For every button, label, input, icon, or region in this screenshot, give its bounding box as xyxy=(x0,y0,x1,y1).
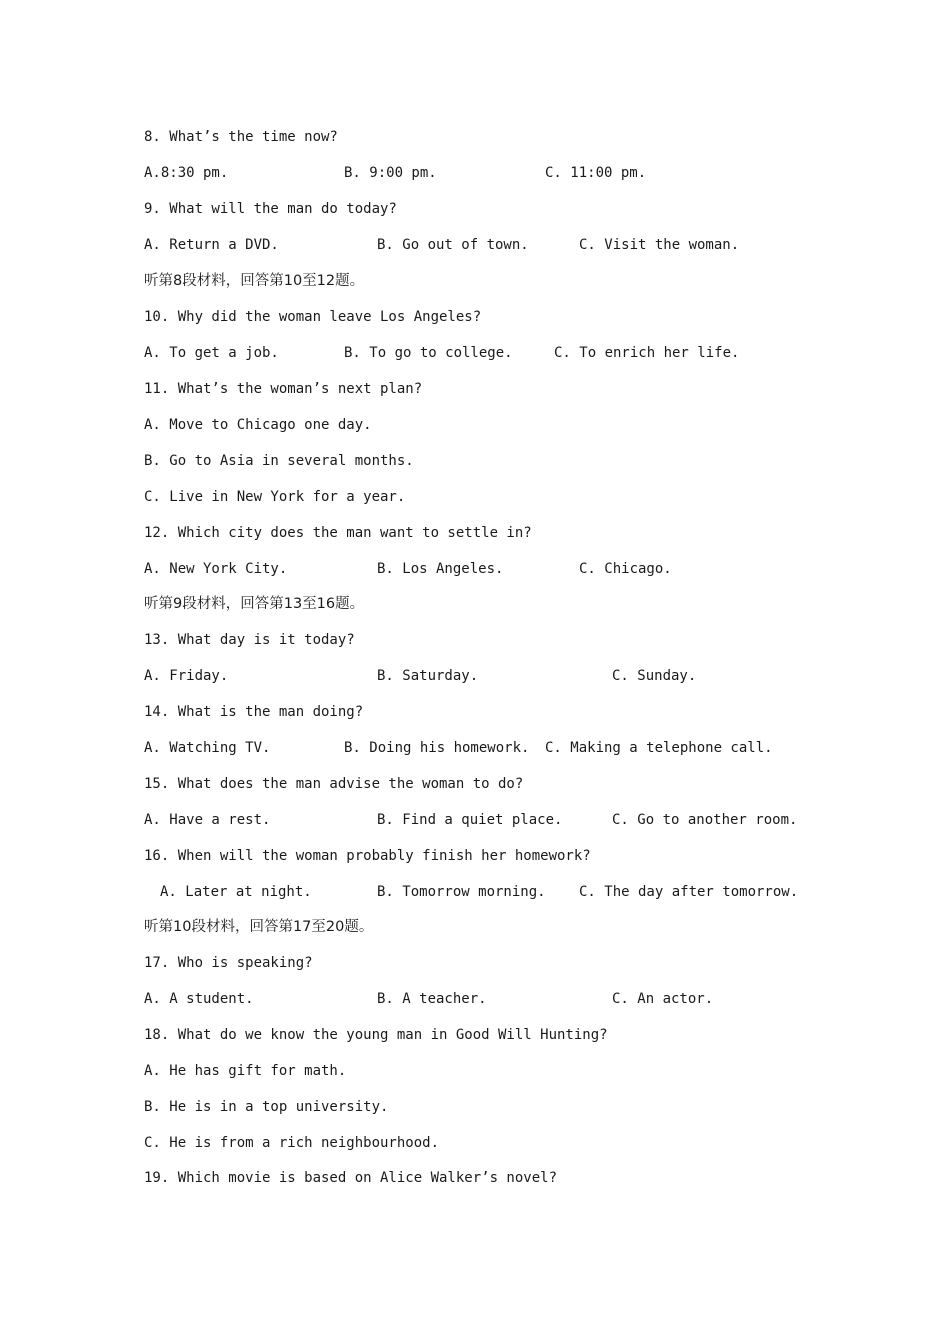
question-14: 14. What is the man doing? xyxy=(144,704,364,720)
option-b-q11: B. Go to Asia in several months. xyxy=(144,453,414,469)
section-heading-10: 听第10段材料，回答第17至20题。 xyxy=(144,919,374,935)
option-b: B. A teacher. xyxy=(377,991,487,1007)
options-q9 xyxy=(144,234,740,256)
question-13: 13. What day is it today? xyxy=(144,632,355,648)
option-c: C. Sunday. xyxy=(612,668,697,684)
option-a: A. Have a rest. xyxy=(144,812,271,828)
option-c: C. 11:00 pm. xyxy=(545,165,647,181)
question-8: 8. What’s the time now? xyxy=(144,129,338,145)
question-12: 12. Which city does the man want to settle in? xyxy=(144,525,532,541)
option-b: B. 9:00 pm. xyxy=(344,165,437,181)
option-b: B. Saturday. xyxy=(377,668,479,684)
options-q8 xyxy=(144,162,647,184)
option-a: A. Friday. xyxy=(144,668,229,684)
option-c: C. An actor. xyxy=(612,991,714,1007)
option-b: B. Tomorrow morning. xyxy=(377,884,546,900)
options-q12 xyxy=(144,558,672,580)
question-17: 17. Who is speaking? xyxy=(144,955,313,971)
option-a: A. Later at night. xyxy=(160,884,312,900)
option-a-q11: A. Move to Chicago one day. xyxy=(144,417,372,433)
question-16: 16. When will the woman probably finish her homework? xyxy=(144,848,591,864)
option-a-q18: A. He has gift for math. xyxy=(144,1063,347,1079)
option-b: B. Find a quiet place. xyxy=(377,812,563,828)
option-c: C. Chicago. xyxy=(579,561,672,577)
question-18: 18. What do we know the young man in Good Will Hunting? xyxy=(144,1027,608,1043)
option-c: C. To enrich her life. xyxy=(554,345,740,361)
options-q14 xyxy=(144,737,773,759)
option-b: B. Los Angeles. xyxy=(377,561,504,577)
options-q15 xyxy=(144,809,798,831)
option-c: C. Making a telephone call. xyxy=(545,740,773,756)
question-9: 9. What will the man do today? xyxy=(144,201,397,217)
option-c: C. The day after tomorrow. xyxy=(579,884,799,900)
option-c-q18: C. He is from a rich neighbourhood. xyxy=(144,1135,440,1151)
option-a: A. To get a job. xyxy=(144,345,279,361)
option-a: A. New York City. xyxy=(144,561,288,577)
option-c-q11: C. Live in New York for a year. xyxy=(144,489,406,505)
option-a: A. A student. xyxy=(144,991,254,1007)
option-b-q18: B. He is in a top university. xyxy=(144,1099,389,1115)
option-c: C. Visit the woman. xyxy=(579,237,740,253)
option-c: C. Go to another room. xyxy=(612,812,798,828)
option-b: B. Doing his homework. xyxy=(344,740,530,756)
option-b: B. Go out of town. xyxy=(377,237,529,253)
question-11: 11. What’s the woman’s next plan? xyxy=(144,381,423,397)
question-10: 10. Why did the woman leave Los Angeles? xyxy=(144,309,482,325)
section-heading-8: 听第8段材料，回答第10至12题。 xyxy=(144,273,365,289)
option-a: A. Return a DVD. xyxy=(144,237,279,253)
option-a: A. Watching TV. xyxy=(144,740,271,756)
options-q13 xyxy=(144,665,697,687)
question-15: 15. What does the man advise the woman to do? xyxy=(144,776,524,792)
section-heading-9: 听第9段材料，回答第13至16题。 xyxy=(144,596,365,612)
question-19: 19. Which movie is based on Alice Walker’s novel? xyxy=(144,1170,558,1186)
option-b: B. To go to college. xyxy=(344,345,513,361)
options-q17 xyxy=(144,988,714,1010)
options-q16 xyxy=(144,881,799,903)
option-a: A.8:30 pm. xyxy=(144,165,229,181)
options-q10 xyxy=(144,342,740,364)
